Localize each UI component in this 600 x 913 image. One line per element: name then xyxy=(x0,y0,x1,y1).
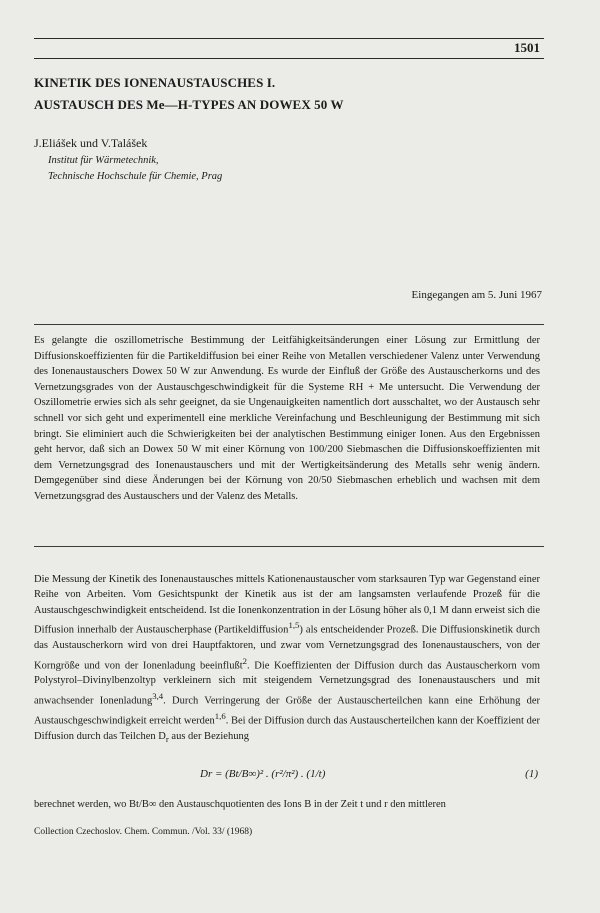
received-date: Eingegangen am 5. Juni 1967 xyxy=(411,289,542,301)
article-title xyxy=(34,72,554,116)
reference-marker: 1,6 xyxy=(214,710,226,721)
abstract-rule-top xyxy=(34,324,544,325)
authors: J.Eliášek und V.Talášek xyxy=(34,136,148,150)
journal-footer: Collection Czechoslov. Chem. Commun. /Vol. 33/ (1968) xyxy=(34,827,253,837)
body-text-part: . Die Koeffizienten der Diffusion durch das Austauscherkorn vom Polystyrol–Divinylbenzoltyp verkleinern sich mit steigendem Vernetzungsgrad des Ionenaustauschers und mit anwachsender Ionenladung xyxy=(34,660,540,707)
affiliation-line-1: Institut für Wärmetechnik, xyxy=(48,155,159,166)
equation-number: (1) xyxy=(525,768,538,780)
equation: Dr = (Bt/B∞)² . (r²/π²) . (1/t) xyxy=(200,768,326,780)
body-text-part: . Durch Verringerung der Größe der Austauscherteilchen kann eine Erhöhung der Austauschgeschwindigkeit erreicht werden xyxy=(34,695,540,727)
reference-marker: 2 xyxy=(242,655,247,666)
affiliation-line-2: Technische Hochschule für Chemie, Prag xyxy=(48,171,223,182)
subscript: r xyxy=(165,733,169,744)
body-text-part: ) als entscheidender Prozeß. Die Diffusionskinetik durch das Austauscherkorn wird von drei Hauptfaktoren, und zwar vom Vernetzungsgrad des Ionenaustauschers, von der Korngröße und von der Ionenladung beeinflußt xyxy=(34,624,540,672)
header-rule xyxy=(34,38,544,39)
reference-marker: 3,4 xyxy=(152,690,164,701)
affiliation xyxy=(48,153,222,185)
body-paragraph xyxy=(34,572,540,747)
page-number: 1501 xyxy=(514,40,540,55)
abstract-rule-bottom xyxy=(34,546,544,547)
abstract: Es gelangte die oszillometrische Bestimmung der Leitfähigkeitsänderungen einer Lösung zur Ermittlung der Diffusionskoeffizienten für die Partikeldiffusion bei einer Reihe von Metallen verschiedener Valenz unter Verwendung des Ionenaustauschers Dowex 50 W zur Anwendung. Es wurde der Einfluß der Größe des Austauscherkorns und des Vernetzungsgrades von der Austauschgeschwindigkeit für die Systeme RH + Me untersucht. Die Verwendung der Oszillometrie erwies sich als sehr geeignet, da sie Ungenauigkeiten namentlich dort ausschaltet, wo der Austausch sehr schnell vor sich geht und experimentell eine merkliche Vereinfachung und Beschleunigung der Bestimmung mit sich bringt. Sie eliminiert auch die Schwierigkeiten bei der analytischen Bestimmung einiger Ionen. Aus den Ergebnissen geht hervor, daß sich an Dowex 50 W mit einer Körnung von 100/200 Siebmaschen die Diffusionskoeffizienten mit dem Vernetzungsgrad des Ionenaustauschers und mit der Wertigkeitsänderung des Metalls sehr wenig ändern. Demgegenüber sind diese Änderungen bei der Körnung von 20/50 Siebmaschen erheblich und wachsen mit dem Vernetzungsgrad des Austauschers und der Valenz des Metalls. xyxy=(34,335,540,502)
body-paragraph-continued: berechnet werden, wo Bt/B∞ den Austauschquotienten des Ions B in der Zeit t und r den mittleren xyxy=(34,799,446,810)
reference-marker: 1,5 xyxy=(288,620,300,631)
body-text-part: . Bei der Diffusion durch das Austauscherteilchen kann der Koeffizient der Diffusion durch das Teilchen D xyxy=(34,715,540,742)
body-text-part: Die Messung der Kinetik des Ionenaustausches mittels Kationenaustauscher vom starksauren Typ war Gegenstand einer Reihe von Arbeiten. Vom Gesichtspunkt der Kinetik aus ist der am langsamsten verlaufende Prozeß für die Austauschgeschwindigkeit entscheidend. Ist die Ionenkonzentration in der Lösung höher als 0,1 M dann erweist sich die Diffusion innerhalb der Austauscherphase (Partikeldiffusion xyxy=(34,574,540,636)
header-rule-bottom xyxy=(34,58,544,59)
title-line-2: AUSTAUSCH DES Me—H-TYPES AN DOWEX 50 W xyxy=(34,97,344,112)
body-text-part: aus der Beziehung xyxy=(168,730,249,742)
title-line-1: KINETIK DES IONENAUSTAUSCHES I. xyxy=(34,75,276,90)
